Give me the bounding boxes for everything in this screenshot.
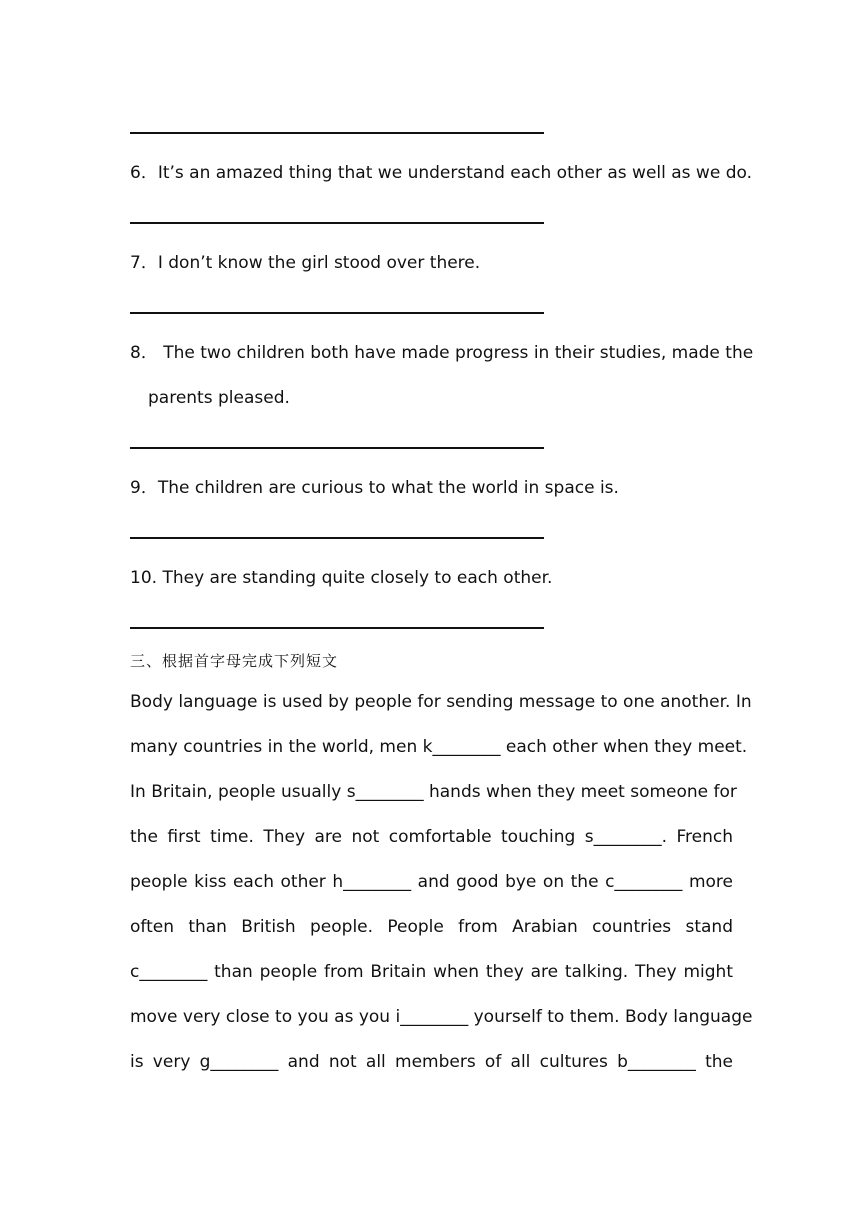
question-number: 9． (130, 478, 158, 498)
passage-line: people kiss each other h________ and good bye on the c________ more (130, 872, 733, 892)
section-3-heading: 三、根据首字母完成下列短文 (130, 652, 339, 670)
answer-line-5 (130, 132, 544, 134)
passage-line: Body language is used by people for sending message to one another. In (130, 692, 752, 712)
passage-line: move very close to you as you i________ yourself to them. Body language (130, 1007, 753, 1027)
question-8-continuation (148, 387, 733, 409)
passage-line: In Britain, people usually s________ hands when they meet someone for (130, 782, 737, 802)
question-number: 7． (130, 253, 158, 273)
answer-line-10 (130, 627, 544, 629)
question-number: 10. (130, 568, 158, 588)
question-text: The children are curious to what the world in space is. (157, 478, 619, 498)
question-text: parents pleased. (148, 388, 290, 408)
question-6 (130, 162, 752, 184)
question-9 (130, 477, 733, 499)
question-text: I don’t know the girl stood over there. (157, 253, 481, 273)
passage-line: c________ than people from Britain when they are talking. They might (130, 962, 733, 982)
passage-line: often than British people. People from Arabian countries stand (130, 917, 733, 937)
answer-line-6 (130, 222, 544, 224)
question-number: 8． (130, 343, 158, 363)
question-number: 6． (130, 163, 158, 183)
question-text: They are standing quite closely to each other. (162, 568, 553, 588)
question-text: It’s an amazed thing that we understand each other as well as we do. (157, 163, 752, 183)
answer-line-8 (130, 447, 544, 449)
answer-line-9 (130, 537, 544, 539)
passage-line: many countries in the world, men k________ each other when they meet. (130, 737, 748, 757)
passage-line: the first time. They are not comfortable touching s________. French (130, 827, 733, 847)
question-8 (130, 342, 754, 364)
question-10 (130, 567, 733, 589)
question-7 (130, 252, 733, 274)
question-text: The two children both have made progress in their studies, made the (163, 343, 754, 363)
passage-line: is very g________ and not all members of all cultures b________ the (130, 1052, 733, 1072)
answer-line-7 (130, 312, 544, 314)
